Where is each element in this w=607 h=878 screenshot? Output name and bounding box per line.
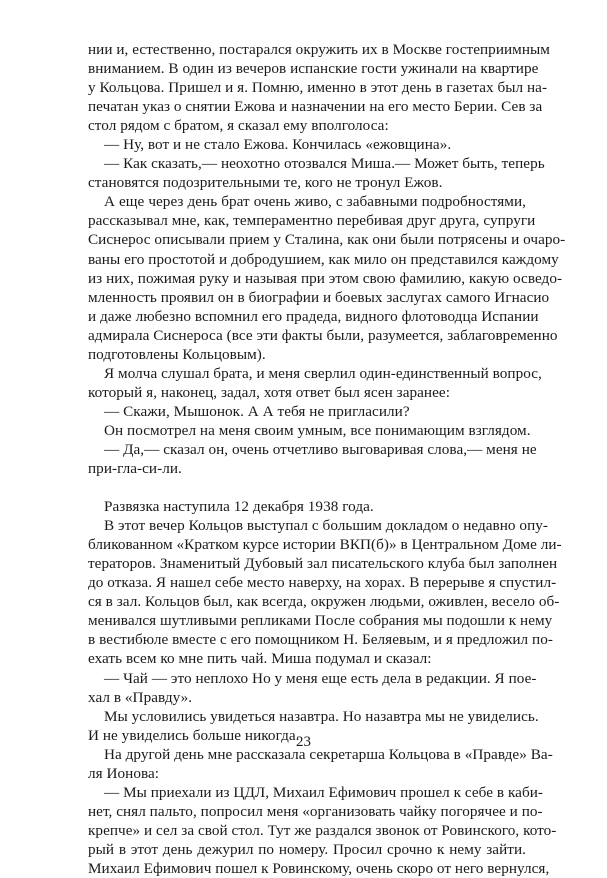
- text-line: из них, пожимая руку и называя при этом свою фамилию, какую осведо-: [88, 269, 563, 287]
- text-line: хал в «Правду».: [88, 688, 193, 706]
- text-line: ваны его простотой и добродушием, как мило он представился каждому: [88, 250, 559, 268]
- text-line: — Мы приехали из ЦДЛ, Михаил Ефимович прошел к себе в каби-: [104, 783, 544, 801]
- text-line: — Чай — это неплохо Но у меня еще есть дела в редакции. Я пое-: [104, 669, 537, 687]
- page-number: 23: [296, 734, 311, 750]
- text-line: у Кольцова. Пришел и я. Помню, именно в этот день в газетах был на-: [88, 79, 548, 97]
- text-line: печатан указ о снятии Ежова и назначении на его место Берии. Сев за: [88, 98, 543, 116]
- text-line: И не увиделись больше никогда.: [88, 726, 300, 744]
- text-line: который я, наконец, задал, хотя ответ был ясен заранее:: [88, 383, 450, 401]
- text-line: ля Ионова:: [88, 764, 160, 782]
- text-line: — Как сказать,— неохотно отозвался Миша.— Может быть, теперь: [104, 155, 545, 173]
- text-line: рый в этот день дежурил по номеру. Просил срочно к нему зайти.: [88, 840, 526, 858]
- text-line: Он посмотрел на меня своим умным, все понимающим взглядом.: [104, 421, 531, 439]
- text-line: адмирала Сиснероса (все эти факты были, разумеется, заблаговременно: [88, 326, 558, 344]
- text-line: ехать всем ко мне пить чай. Миша подумал и сказал:: [88, 650, 432, 668]
- text-line: подготовлены Кольцовым).: [88, 345, 266, 363]
- text-line: Михаил Ефимович пошел к Ровинскому, очень скоро от него вернулся,: [88, 859, 550, 877]
- text-line: до отказа. Я нашел себе место наверху, на хорах. В перерыве я спустил-: [88, 574, 557, 592]
- text-line: нет, снял пальто, попросил меня «организовать чайку погорячее и по-: [88, 802, 543, 820]
- text-line: На другой день мне рассказала секретарша Кольцова в «Правде» Ва-: [104, 745, 553, 763]
- text-line: вниманием. В один из вечеров испанские гости ужинали на квартире: [88, 60, 539, 78]
- text-line: — Ну, вот и не стало Ежова. Кончилась «ежовщина».: [104, 136, 452, 154]
- text-line: становятся подозрительными те, кого не тронул Ежов.: [88, 174, 443, 192]
- text-line: и даже любезно вспомнил его прадеда, видного флотоводца Испании: [88, 307, 539, 325]
- text-line: В этот вечер Кольцов выступал с большим докладом о недавно опу-: [104, 517, 548, 535]
- text-line: А еще через день брат очень живо, с забавными подробностями,: [104, 193, 526, 211]
- text-line: Развязка наступила 12 декабря 1938 года.: [104, 498, 374, 516]
- text-line: — Скажи, Мышонок. А А тебя не пригласили?: [104, 402, 410, 420]
- text-line: мленность проявил он в биографии и боевых заслугах самого Игнасио: [88, 288, 550, 306]
- text-line: менивался шутливыми репликами После собрания мы подошли к нему: [88, 612, 553, 630]
- text-line: при-гла-си-ли.: [88, 460, 182, 478]
- text-line: в вестибюле вместе с его помощником Н. Беляевым, и я предложил по-: [88, 631, 553, 649]
- text-line: Я молча слушал брата, и меня сверлил один-единственный вопрос,: [104, 364, 542, 382]
- body-text: [88, 40, 566, 878]
- text-line: Мы условились увидеться назавтра. Но назавтра мы не увиделись.: [104, 707, 539, 725]
- text-line: — Да,— сказал он, очень отчетливо выговаривая слова,— меня не: [104, 440, 537, 458]
- text-line: Сиснерос описывали прием у Сталина, как они были потрясены и очаро-: [88, 231, 566, 249]
- text-line: рассказывал мне, как, темпераментно перебивая друг друга, супруги: [88, 212, 536, 230]
- text-line: тераторов. Знаменитый Дубовый зал писательского клуба был заполнен: [88, 555, 558, 573]
- paragraph-gap: [88, 478, 526, 497]
- text-line: бликованном «Кратком курсе истории ВКП(б)» в Центральном Доме ли-: [88, 536, 562, 554]
- text-line: ся в зал. Кольцов был, как всегда, окружен людьми, оживлен, весело об-: [88, 593, 560, 611]
- text-line: стол рядом с братом, я сказал ему вполголоса:: [88, 117, 389, 135]
- text-line: нии и, естественно, постарался окружить их в Москве гостеприимным: [88, 41, 550, 58]
- text-line: крепче» и сел за свой стол. Тут же раздался звонок от Ровинского, кото-: [88, 821, 557, 839]
